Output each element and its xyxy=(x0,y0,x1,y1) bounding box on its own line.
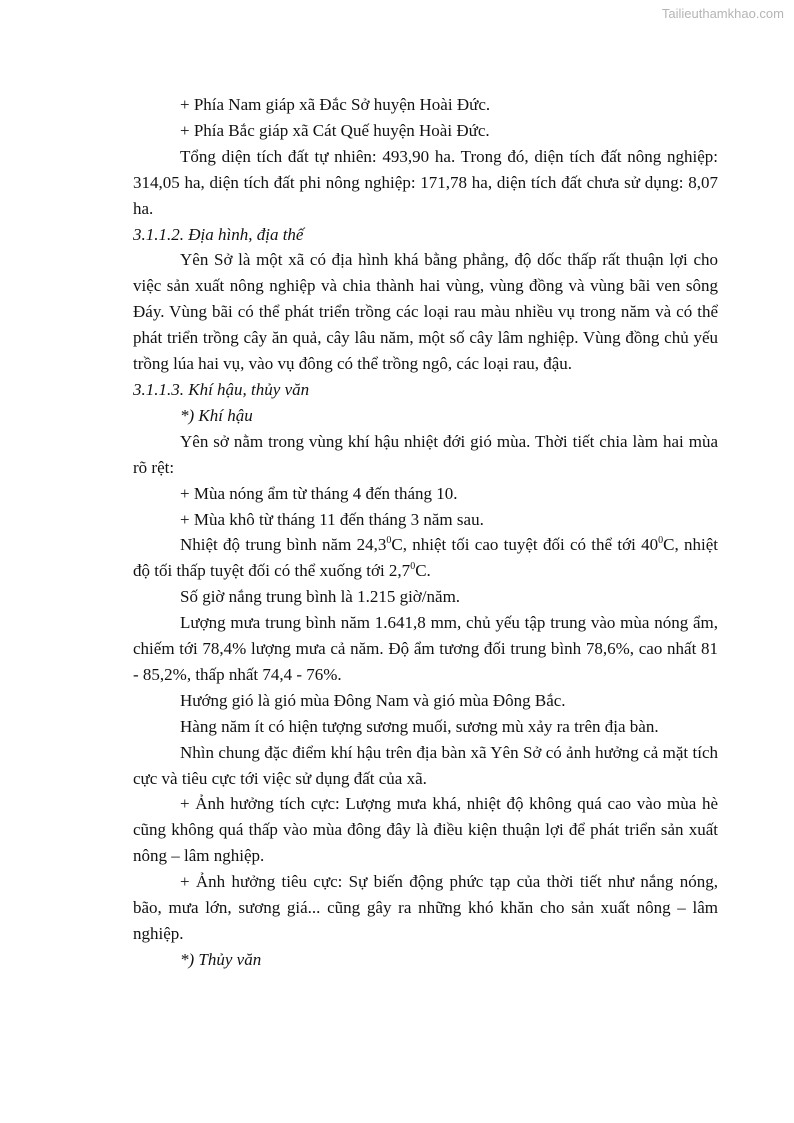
paragraph-rainfall: Lượng mưa trung bình năm 1.641,8 mm, chủ yếu tập trung vào mùa nóng ẩm, chiếm tới 78,4% lượng mưa cả năm. Độ ẩm tương đối trung bình 78,6%, cao nhất 81 - 85,2%, thấp nhất 74,4 - 76%. xyxy=(133,613,718,684)
heading-climate-hydrology: 3.1.1.3. Khí hậu, thủy văn xyxy=(133,379,310,399)
temperature-text-4: C. xyxy=(415,561,431,581)
paragraph-north-border: + Phía Bắc giáp xã Cát Quế huyện Hoài Đức. xyxy=(180,120,490,140)
paragraph-climate-zone: Yên sở nằm trong vùng khí hậu nhiệt đới gió mùa. Thời tiết chia làm hai mùa rõ rệt: xyxy=(133,431,718,477)
paragraph-south-border: + Phía Nam giáp xã Đắc Sở huyện Hoài Đức. xyxy=(180,95,491,114)
paragraph-wind: Hướng gió là gió mùa Đông Nam và gió mùa Đông Bắc. xyxy=(180,690,566,710)
paragraph-sunshine: Số giờ nắng trung bình là 1.215 giờ/năm. xyxy=(180,587,461,607)
paragraph-climate-summary: Nhìn chung đặc điểm khí hậu trên địa bàn xã Yên Sở có ảnh hưởng cả mặt tích cực và tiêu cực tới việc sử dụng đất của xã. xyxy=(133,742,718,788)
paragraph-total-area: Tổng diện tích đất tự nhiên: 493,90 ha. Trong đó, diện tích đất nông nghiệp: 314,05 ha, diện tích đất phi nông nghiệp: 171,78 ha, diện tích đất chưa sử dụng: 8,07 ha. xyxy=(133,146,718,218)
paragraph-temperature xyxy=(133,532,718,584)
degree-sup-1: 0 xyxy=(386,534,392,546)
paragraph-frost: Hàng năm ít có hiện tượng sương muối, sương mù xảy ra trên địa bàn. xyxy=(180,716,659,736)
paragraph-dry-season: + Mùa khô từ tháng 11 đến tháng 3 năm sau. xyxy=(180,509,484,529)
paragraph-hot-season: + Mùa nóng ẩm từ tháng 4 đến tháng 10. xyxy=(180,483,458,503)
temperature-text-2: C, nhiệt tối cao tuyệt đối có thể tới 40 xyxy=(391,535,659,555)
document-page xyxy=(133,92,718,973)
subheading-hydrology: *) Thủy văn xyxy=(180,949,262,969)
paragraph-negative-impact: + Ảnh hưởng tiêu cực: Sự biến động phức tạp của thời tiết như nắng nóng, bão, mưa lớn, sương giá... cũng gây ra những khó khăn cho sản xuất nông – lâm nghiệp. xyxy=(133,872,718,943)
degree-sup-2: 0 xyxy=(658,534,664,546)
paragraph-terrain: Yên Sở là một xã có địa hình khá bằng phẳng, độ dốc thấp rất thuận lợi cho việc sản xuất nông nghiệp và chia thành hai vùng, vùng đồng và vùng bãi ven sông Đáy. Vùng bãi có thể phát triển trồng các loại rau màu nhiều vụ trong năm và có thể phát triển trồng cây ăn quả, cây lâu năm, một số cây lâm nghiệp. Vùng đồng chủ yếu trồng lúa hai vụ, vào vụ đông có thể trồng ngô, các loại rau, đậu. xyxy=(133,250,718,374)
temperature-text-3: C, nhiệt độ tối thấp tuyệt đối có thể xuống tới 2,7 xyxy=(133,535,718,581)
heading-terrain: 3.1.1.2. Địa hình, địa thế xyxy=(133,224,304,244)
subheading-climate: *) Khí hậu xyxy=(180,405,253,425)
temperature-text-1: Nhiệt độ trung bình năm 24,3 xyxy=(180,535,387,555)
watermark: Tailieuthamkhao.com xyxy=(661,6,784,21)
paragraph-positive-impact: + Ảnh hưởng tích cực: Lượng mưa khá, nhiệt độ không quá cao vào mùa hè cũng không quá thấp vào mùa đông đây là điều kiện thuận lợi để phát triển sản xuất nông – lâm nghiệp. xyxy=(133,794,718,866)
degree-sup-3: 0 xyxy=(410,560,416,572)
